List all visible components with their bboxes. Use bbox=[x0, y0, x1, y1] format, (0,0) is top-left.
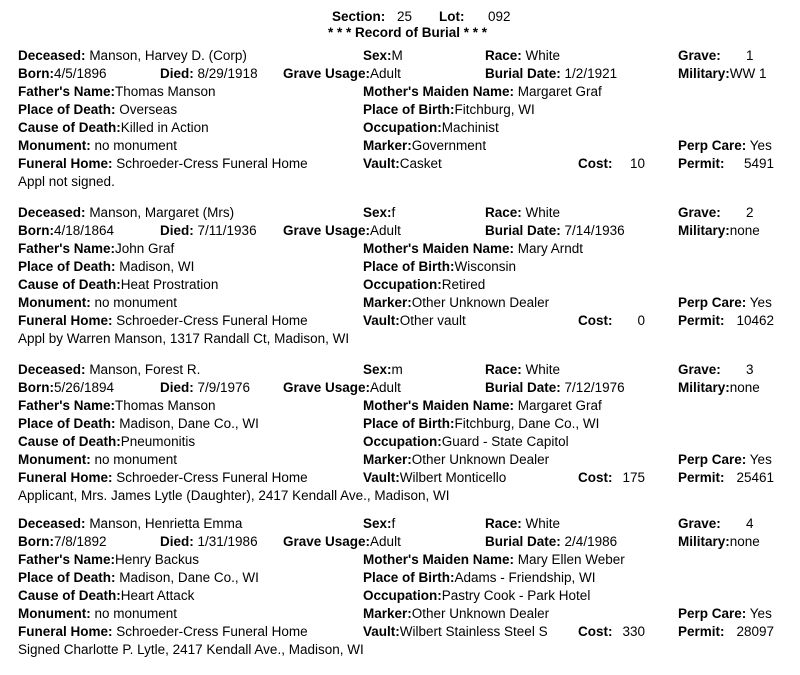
funeral-home-value: Schroeder-Cress Funeral Home bbox=[116, 470, 308, 485]
occupation-label: Occupation: bbox=[363, 120, 442, 135]
vault-label: Vault: bbox=[363, 624, 400, 639]
place-of-birth-value: Fitchburg, Dane Co., WI bbox=[454, 416, 600, 431]
sex-label: Sex: bbox=[363, 516, 392, 531]
section-label: Section: bbox=[332, 9, 386, 24]
monument-value: no monument bbox=[94, 606, 178, 621]
funeral-home-value: Schroeder-Cress Funeral Home bbox=[116, 156, 308, 171]
marker-label: Marker: bbox=[363, 452, 412, 467]
grave-value: 4 bbox=[746, 516, 754, 531]
burial-date-label: Burial Date: bbox=[485, 66, 561, 81]
cost-label: Cost: bbox=[578, 470, 613, 485]
father-value: Thomas Manson bbox=[115, 84, 216, 99]
permit-value: 10462 bbox=[736, 313, 774, 328]
vault-label: Vault: bbox=[363, 470, 400, 485]
sex-label: Sex: bbox=[363, 48, 392, 63]
occupation-value: Pastry Cook - Park Hotel bbox=[441, 588, 591, 603]
grave-usage-label: Grave Usage: bbox=[283, 534, 371, 549]
born-value: 5/26/1894 bbox=[54, 380, 115, 395]
race-value: White bbox=[525, 48, 561, 63]
deceased-label: Deceased: bbox=[18, 48, 86, 63]
place-of-birth-value: Wisconsin bbox=[454, 259, 517, 274]
deceased-label: Deceased: bbox=[18, 362, 86, 377]
funeral-home-label: Funeral Home: bbox=[18, 313, 113, 328]
cost-value: 330 bbox=[622, 624, 645, 639]
cost-value: 175 bbox=[622, 470, 645, 485]
father-label: Father's Name: bbox=[18, 84, 115, 99]
deceased-name: Manson, Margaret (Mrs) bbox=[89, 205, 235, 220]
born-label: Born: bbox=[18, 223, 54, 238]
place-of-birth-value: Adams - Friendship, WI bbox=[454, 570, 596, 585]
cost-value: 10 bbox=[629, 156, 645, 171]
deceased-name: Manson, Henrietta Emma bbox=[89, 516, 243, 531]
grave-value: 3 bbox=[746, 362, 754, 377]
cause-value: Heat Prostration bbox=[120, 277, 219, 292]
burial-date-label: Burial Date: bbox=[485, 534, 561, 549]
race-label: Race: bbox=[485, 205, 522, 220]
military-value: WW 1 bbox=[729, 66, 767, 81]
father-value: Thomas Manson bbox=[115, 398, 216, 413]
occupation-value: Machinist bbox=[441, 120, 499, 135]
permit-label: Permit: bbox=[678, 470, 725, 485]
record-note: Applicant, Mrs. James Lytle (Daughter), 2417 Kendall Ave., Madison, WI bbox=[18, 488, 450, 503]
grave-label: Grave: bbox=[678, 362, 721, 377]
place-of-death-value: Madison, Dane Co., WI bbox=[119, 570, 259, 585]
record-note: Appl by Warren Manson, 1317 Randall Ct, Madison, WI bbox=[18, 331, 350, 346]
funeral-home-label: Funeral Home: bbox=[18, 624, 113, 639]
died-value: 7/11/1936 bbox=[197, 223, 257, 238]
sex-value: f bbox=[391, 516, 396, 531]
permit-label: Permit: bbox=[678, 313, 725, 328]
cost-label: Cost: bbox=[578, 313, 613, 328]
military-label: Military: bbox=[678, 66, 730, 81]
grave-label: Grave: bbox=[678, 48, 721, 63]
place-of-death-label: Place of Death: bbox=[18, 570, 116, 585]
place-of-death-label: Place of Death: bbox=[18, 259, 116, 274]
perp-care-value: Yes bbox=[749, 295, 772, 310]
cause-value: Pneumonitis bbox=[120, 434, 196, 449]
lot-value: 092 bbox=[488, 9, 511, 24]
grave-usage-value: Adult bbox=[370, 534, 401, 549]
cost-label: Cost: bbox=[578, 624, 613, 639]
cause-value: Heart Attack bbox=[120, 588, 195, 603]
race-label: Race: bbox=[485, 362, 522, 377]
perp-care-value: Yes bbox=[749, 138, 772, 153]
place-of-death-value: Madison, Dane Co., WI bbox=[119, 416, 259, 431]
grave-value: 1 bbox=[746, 48, 754, 63]
mother-label: Mother's Maiden Name: bbox=[363, 241, 514, 256]
grave-usage-value: Adult bbox=[370, 223, 401, 238]
died-label: Died: bbox=[160, 66, 194, 81]
record-note: Appl not signed. bbox=[18, 174, 115, 189]
grave-usage-label: Grave Usage: bbox=[283, 223, 371, 238]
monument-value: no monument bbox=[94, 295, 178, 310]
funeral-home-value: Schroeder-Cress Funeral Home bbox=[116, 624, 308, 639]
military-label: Military: bbox=[678, 223, 730, 238]
vault-value: Casket bbox=[399, 156, 442, 171]
burial-date-value: 7/12/1976 bbox=[564, 380, 625, 395]
grave-usage-value: Adult bbox=[370, 380, 401, 395]
record-title: * * * Record of Burial * * * bbox=[328, 25, 488, 40]
father-value: Henry Backus bbox=[115, 552, 200, 567]
military-value: none bbox=[729, 223, 760, 238]
marker-label: Marker: bbox=[363, 606, 412, 621]
deceased-name: Manson, Forest R. bbox=[89, 362, 201, 377]
sex-value: f bbox=[391, 205, 396, 220]
occupation-value: Retired bbox=[441, 277, 486, 292]
burial-date-label: Burial Date: bbox=[485, 223, 561, 238]
place-of-birth-label: Place of Birth: bbox=[363, 102, 455, 117]
mother-label: Mother's Maiden Name: bbox=[363, 552, 514, 567]
lot-label: Lot: bbox=[439, 9, 465, 24]
died-value: 7/9/1976 bbox=[197, 380, 251, 395]
sex-label: Sex: bbox=[363, 205, 392, 220]
funeral-home-label: Funeral Home: bbox=[18, 156, 113, 171]
record-note: Signed Charlotte P. Lytle, 2417 Kendall Ave., Madison, WI bbox=[18, 642, 364, 657]
monument-label: Monument: bbox=[18, 138, 91, 153]
grave-label: Grave: bbox=[678, 516, 721, 531]
marker-value: Other Unknown Dealer bbox=[411, 295, 550, 310]
monument-value: no monument bbox=[94, 452, 178, 467]
monument-label: Monument: bbox=[18, 606, 91, 621]
died-label: Died: bbox=[160, 223, 194, 238]
vault-value: Other vault bbox=[399, 313, 466, 328]
sex-value: M bbox=[391, 48, 403, 63]
burial-date-label: Burial Date: bbox=[485, 380, 561, 395]
marker-label: Marker: bbox=[363, 138, 412, 153]
permit-value: 25461 bbox=[736, 470, 774, 485]
grave-usage-label: Grave Usage: bbox=[283, 380, 371, 395]
sex-label: Sex: bbox=[363, 362, 392, 377]
marker-label: Marker: bbox=[363, 295, 412, 310]
burial-record bbox=[0, 515, 800, 675]
vault-label: Vault: bbox=[363, 313, 400, 328]
mother-value: Mary Arndt bbox=[517, 241, 584, 256]
perp-care-value: Yes bbox=[749, 606, 772, 621]
permit-value: 5491 bbox=[743, 156, 774, 171]
vault-label: Vault: bbox=[363, 156, 400, 171]
died-label: Died: bbox=[160, 380, 194, 395]
born-value: 7/8/1892 bbox=[54, 534, 107, 549]
father-label: Father's Name: bbox=[18, 241, 115, 256]
occupation-value: Guard - State Capitol bbox=[441, 434, 569, 449]
place-of-death-label: Place of Death: bbox=[18, 102, 116, 117]
deceased-label: Deceased: bbox=[18, 516, 86, 531]
mother-label: Mother's Maiden Name: bbox=[363, 84, 514, 99]
perp-care-label: Perp Care: bbox=[678, 138, 747, 153]
occupation-label: Occupation: bbox=[363, 588, 442, 603]
father-value: John Graf bbox=[115, 241, 175, 256]
permit-label: Permit: bbox=[678, 156, 725, 171]
grave-usage-label: Grave Usage: bbox=[283, 66, 371, 81]
military-label: Military: bbox=[678, 534, 730, 549]
perp-care-label: Perp Care: bbox=[678, 295, 747, 310]
perp-care-value: Yes bbox=[749, 452, 772, 467]
father-label: Father's Name: bbox=[18, 552, 115, 567]
father-label: Father's Name: bbox=[18, 398, 115, 413]
grave-value: 2 bbox=[746, 205, 754, 220]
place-of-birth-label: Place of Birth: bbox=[363, 416, 455, 431]
occupation-label: Occupation: bbox=[363, 277, 442, 292]
permit-label: Permit: bbox=[678, 624, 725, 639]
cost-value: 0 bbox=[637, 313, 645, 328]
mother-value: Margaret Graf bbox=[517, 398, 602, 413]
military-value: none bbox=[729, 534, 760, 549]
born-label: Born: bbox=[18, 534, 54, 549]
perp-care-label: Perp Care: bbox=[678, 606, 747, 621]
sex-value: m bbox=[391, 362, 403, 377]
permit-value: 28097 bbox=[736, 624, 774, 639]
monument-value: no monument bbox=[94, 138, 178, 153]
place-of-death-label: Place of Death: bbox=[18, 416, 116, 431]
occupation-label: Occupation: bbox=[363, 434, 442, 449]
born-label: Born: bbox=[18, 66, 54, 81]
grave-label: Grave: bbox=[678, 205, 721, 220]
cause-label: Cause of Death: bbox=[18, 120, 121, 135]
place-of-birth-value: Fitchburg, WI bbox=[454, 102, 535, 117]
born-label: Born: bbox=[18, 380, 54, 395]
race-label: Race: bbox=[485, 516, 522, 531]
military-label: Military: bbox=[678, 380, 730, 395]
burial-date-value: 7/14/1936 bbox=[564, 223, 625, 238]
burial-record bbox=[0, 361, 800, 521]
vault-value: Wilbert Monticello bbox=[399, 470, 507, 485]
perp-care-label: Perp Care: bbox=[678, 452, 747, 467]
place-of-birth-label: Place of Birth: bbox=[363, 259, 455, 274]
funeral-home-label: Funeral Home: bbox=[18, 470, 113, 485]
vault-value: Wilbert Stainless Steel S bbox=[399, 624, 548, 639]
grave-usage-value: Adult bbox=[370, 66, 401, 81]
cause-label: Cause of Death: bbox=[18, 434, 121, 449]
burial-record bbox=[0, 47, 800, 207]
burial-record bbox=[0, 204, 800, 364]
marker-value: Other Unknown Dealer bbox=[411, 606, 550, 621]
military-value: none bbox=[729, 380, 760, 395]
mother-value: Mary Ellen Weber bbox=[517, 552, 625, 567]
cause-label: Cause of Death: bbox=[18, 277, 121, 292]
cause-value: Killed in Action bbox=[120, 120, 209, 135]
mother-label: Mother's Maiden Name: bbox=[363, 398, 514, 413]
deceased-label: Deceased: bbox=[18, 205, 86, 220]
race-value: White bbox=[525, 516, 561, 531]
race-label: Race: bbox=[485, 48, 522, 63]
deceased-name: Manson, Harvey D. (Corp) bbox=[89, 48, 247, 63]
funeral-home-value: Schroeder-Cress Funeral Home bbox=[116, 313, 308, 328]
died-label: Died: bbox=[160, 534, 194, 549]
cause-label: Cause of Death: bbox=[18, 588, 121, 603]
cost-label: Cost: bbox=[578, 156, 613, 171]
monument-label: Monument: bbox=[18, 295, 91, 310]
place-of-birth-label: Place of Birth: bbox=[363, 570, 455, 585]
born-value: 4/18/1864 bbox=[54, 223, 115, 238]
place-of-death-value: Madison, WI bbox=[119, 259, 195, 274]
marker-value: Other Unknown Dealer bbox=[411, 452, 550, 467]
burial-date-value: 1/2/1921 bbox=[564, 66, 618, 81]
burial-date-value: 2/4/1986 bbox=[564, 534, 618, 549]
born-value: 4/5/1896 bbox=[54, 66, 107, 81]
monument-label: Monument: bbox=[18, 452, 91, 467]
section-value: 25 bbox=[397, 9, 413, 24]
race-value: White bbox=[525, 362, 561, 377]
place-of-death-value: Overseas bbox=[119, 102, 178, 117]
mother-value: Margaret Graf bbox=[517, 84, 602, 99]
died-value: 8/29/1918 bbox=[197, 66, 258, 81]
marker-value: Government bbox=[411, 138, 487, 153]
race-value: White bbox=[525, 205, 561, 220]
died-value: 1/31/1986 bbox=[197, 534, 258, 549]
